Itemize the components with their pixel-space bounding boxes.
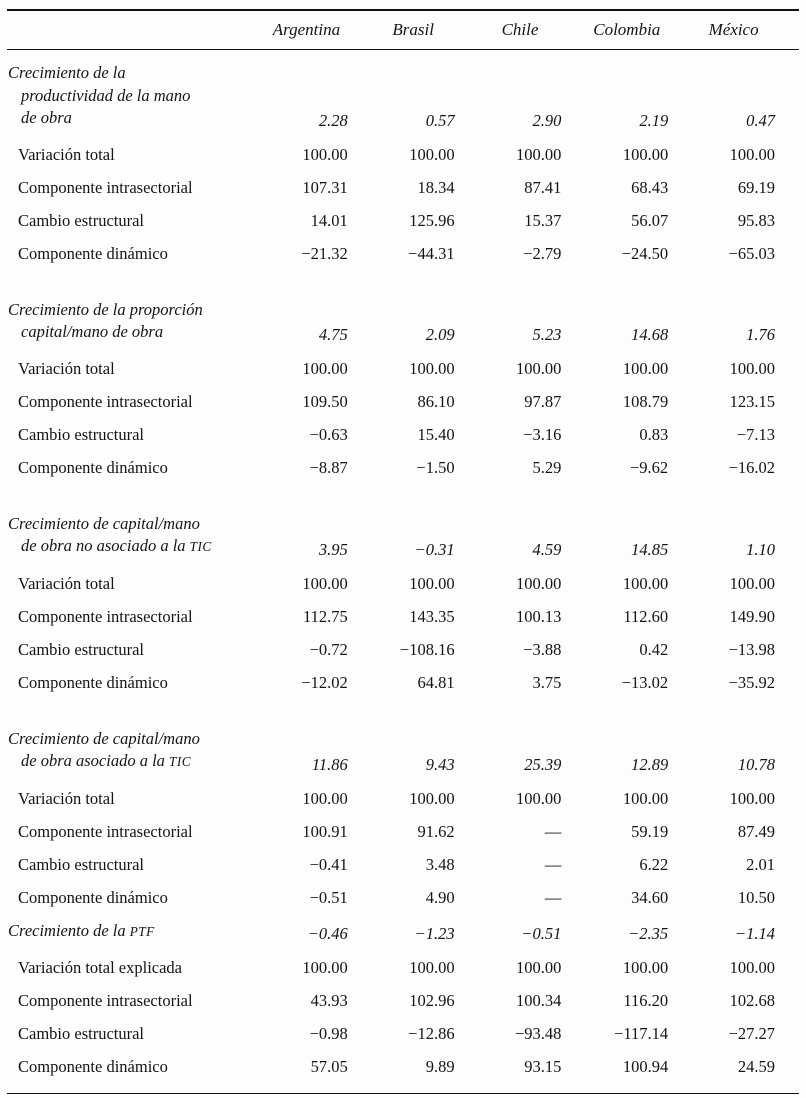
- section-title-line: Crecimiento de la PTF: [8, 920, 155, 940]
- row-label: Componente intrasectorial: [18, 991, 193, 1010]
- section-title: [7, 916, 265, 952]
- smallcaps-abbrev: PTF: [129, 923, 155, 939]
- row-label: Cambio estructural: [18, 639, 145, 659]
- table-row: [7, 451, 799, 484]
- row-label: Componente intrasectorial: [18, 606, 193, 626]
- value-cell: 100.00: [409, 958, 455, 977]
- table-row: [7, 815, 799, 848]
- value-cell: —: [544, 821, 562, 841]
- value-cell: 97.87: [524, 391, 562, 411]
- table-row: [7, 881, 799, 914]
- value-cell: 100.00: [622, 358, 669, 378]
- value-cell: 100.00: [409, 573, 455, 593]
- table-row: [7, 385, 799, 418]
- section-value-cell: 1.76: [746, 324, 775, 344]
- value-cell: −27.27: [728, 1024, 775, 1043]
- section-title-line: Crecimiento de la: [8, 63, 126, 82]
- value-cell: 100.00: [516, 788, 562, 808]
- value-cell: 100.00: [302, 958, 348, 977]
- value-cell: −9.62: [630, 457, 669, 477]
- value-cell: −0.51: [309, 887, 348, 907]
- value-cell: 14.01: [310, 210, 348, 230]
- value-cell: 15.40: [417, 424, 455, 444]
- value-cell: −35.92: [728, 672, 775, 692]
- value-cell: −0.72: [309, 639, 348, 659]
- value-cell: 68.43: [631, 177, 669, 197]
- value-cell: 100.34: [516, 991, 562, 1010]
- section-value-cell: 11.86: [311, 754, 348, 774]
- column-header: Argentina: [272, 20, 341, 39]
- value-cell: 100.00: [516, 358, 562, 378]
- value-cell: 100.00: [302, 144, 348, 164]
- section-title-line: Crecimiento de la proporción: [8, 299, 203, 319]
- value-cell: 0.83: [639, 424, 669, 444]
- value-cell: −3.16: [523, 424, 562, 444]
- section-title: [7, 509, 265, 567]
- value-cell: −13.02: [621, 672, 669, 692]
- value-cell: 4.90: [425, 887, 455, 907]
- row-label: Variación total: [18, 144, 115, 164]
- row-label: Componente dinámico: [18, 457, 168, 477]
- value-cell: 102.96: [409, 991, 455, 1010]
- table-row: [7, 352, 799, 385]
- value-cell: −16.02: [728, 457, 775, 477]
- section-value-cell: −1.14: [734, 924, 775, 943]
- table-row: [7, 204, 799, 237]
- section-title-line: capital/mano de obra: [21, 322, 164, 341]
- value-cell: −12.02: [301, 672, 348, 692]
- section-title: [7, 295, 265, 352]
- table-row: [7, 848, 799, 881]
- value-cell: —: [544, 854, 562, 874]
- row-label: Variación total: [18, 788, 115, 808]
- value-cell: 100.00: [729, 144, 775, 164]
- table-row: [7, 984, 799, 1017]
- value-cell: −93.48: [514, 1024, 562, 1043]
- value-cell: 59.19: [631, 821, 669, 841]
- value-cell: 112.75: [303, 606, 348, 626]
- row-label: Componente intrasectorial: [18, 821, 193, 841]
- section-value-cell: 3.95: [318, 539, 348, 559]
- table-bottom-rule: [7, 1093, 799, 1098]
- row-label: Variación total: [18, 573, 115, 593]
- section-header-row: [7, 58, 799, 138]
- table-row: [7, 633, 799, 666]
- value-cell: −12.86: [408, 1024, 455, 1043]
- table-row: [7, 171, 799, 204]
- value-cell: −0.63: [309, 424, 348, 444]
- value-cell: 3.48: [425, 854, 455, 874]
- value-cell: 100.00: [729, 788, 775, 808]
- section-title: [7, 724, 265, 782]
- section-value-cell: −0.46: [307, 924, 348, 943]
- value-cell: 5.29: [532, 457, 562, 477]
- value-cell: −117.14: [614, 1024, 669, 1043]
- table-row: [7, 600, 799, 633]
- section-header-row: [7, 295, 799, 352]
- table-section: [7, 295, 799, 484]
- section-header-row: [7, 916, 799, 952]
- value-cell: 100.91: [302, 821, 348, 841]
- value-cell: 125.96: [409, 210, 455, 230]
- section-value-cell: 2.09: [425, 324, 455, 344]
- row-label: Componente intrasectorial: [18, 177, 193, 197]
- value-cell: −24.50: [621, 243, 669, 263]
- value-cell: 100.00: [622, 573, 669, 593]
- value-cell: −2.79: [523, 243, 562, 263]
- row-label: Componente dinámico: [18, 243, 168, 263]
- value-cell: 100.00: [302, 573, 348, 593]
- value-cell: 87.49: [737, 821, 775, 841]
- table-row: [7, 666, 799, 699]
- table-row: [7, 1017, 799, 1050]
- value-cell: 100.00: [302, 788, 348, 808]
- value-cell: 100.00: [516, 144, 562, 164]
- table-section: [7, 724, 799, 914]
- value-cell: −1.50: [416, 457, 455, 477]
- value-cell: −44.31: [408, 243, 455, 263]
- value-cell: −13.98: [728, 639, 775, 659]
- section-value-cell: −0.31: [414, 539, 455, 559]
- value-cell: 91.62: [417, 821, 455, 841]
- value-cell: 100.13: [516, 606, 562, 626]
- value-cell: 123.15: [729, 391, 775, 411]
- value-cell: −108.16: [399, 639, 455, 659]
- row-label: Componente dinámico: [18, 1057, 168, 1076]
- section-value-cell: 10.78: [737, 754, 775, 774]
- value-cell: 95.83: [737, 210, 775, 230]
- section-value-cell: −0.51: [521, 924, 562, 943]
- value-cell: 100.00: [622, 144, 669, 164]
- table-body: [7, 50, 799, 1083]
- value-cell: 2.01: [746, 854, 775, 874]
- row-label: Cambio estructural: [18, 854, 145, 874]
- smallcaps-abbrev: TIC: [169, 754, 192, 769]
- value-cell: 100.00: [729, 358, 775, 378]
- section-value-cell: 14.85: [631, 539, 669, 559]
- value-cell: 100.00: [729, 573, 775, 593]
- row-label: Componente dinámico: [18, 672, 168, 692]
- section-value-cell: 12.89: [631, 754, 669, 774]
- section-title: [7, 58, 265, 138]
- column-header: México: [708, 20, 759, 39]
- value-cell: 86.10: [417, 391, 455, 411]
- value-cell: 9.89: [425, 1057, 455, 1076]
- row-label: Componente dinámico: [18, 887, 168, 907]
- value-cell: 109.50: [302, 391, 348, 411]
- value-cell: 87.41: [524, 177, 562, 197]
- value-cell: 100.00: [409, 144, 455, 164]
- value-cell: 100.94: [622, 1057, 669, 1076]
- value-cell: 10.50: [737, 887, 775, 907]
- section-value-cell: 2.28: [318, 110, 348, 130]
- section-value-cell: −1.23: [414, 924, 455, 943]
- value-cell: 112.60: [623, 606, 669, 626]
- section-value-cell: 4.75: [318, 324, 348, 344]
- section-value-cell: −2.35: [628, 924, 669, 943]
- section-value-cell: 14.68: [631, 324, 669, 344]
- value-cell: 116.20: [623, 991, 669, 1010]
- section-title-line: de obra no asociado a la TIC: [21, 536, 212, 555]
- table-row: [7, 951, 799, 984]
- table-section: [7, 916, 799, 1084]
- table-row: [7, 567, 799, 600]
- value-cell: 100.00: [516, 573, 562, 593]
- table-row: [7, 1050, 799, 1083]
- row-label: Componente intrasectorial: [18, 391, 193, 411]
- value-cell: −0.41: [309, 854, 348, 874]
- row-label: Cambio estructural: [18, 424, 145, 444]
- value-cell: 100.00: [409, 788, 455, 808]
- value-cell: −7.13: [736, 424, 775, 444]
- value-cell: 0.42: [639, 639, 669, 659]
- value-cell: 108.79: [622, 391, 669, 411]
- value-cell: 100.00: [302, 358, 348, 378]
- row-label: Variación total explicada: [18, 958, 183, 977]
- section-value-cell: 0.57: [425, 110, 455, 130]
- value-cell: 100.00: [622, 958, 669, 977]
- table-row: [7, 138, 799, 171]
- value-cell: 56.07: [631, 210, 669, 230]
- section-value-cell: 1.10: [746, 539, 775, 559]
- column-header: Colombia: [593, 20, 661, 39]
- row-label: Cambio estructural: [18, 1024, 145, 1043]
- value-cell: 43.93: [310, 991, 348, 1010]
- value-cell: 69.19: [737, 177, 775, 197]
- section-title-line: de obra asociado a la TIC: [21, 751, 192, 770]
- section-title-line: de obra: [21, 108, 72, 127]
- table-section: [7, 58, 799, 270]
- value-cell: 24.59: [737, 1057, 775, 1076]
- value-cell: 3.75: [532, 672, 562, 692]
- value-cell: −0.98: [309, 1024, 348, 1043]
- value-cell: 64.81: [417, 672, 455, 692]
- value-cell: 100.00: [516, 958, 562, 977]
- section-value-cell: 2.90: [532, 110, 562, 130]
- value-cell: −8.87: [309, 457, 348, 477]
- value-cell: 6.22: [639, 854, 669, 874]
- section-value-cell: 0.47: [746, 110, 775, 130]
- table-header-row: [7, 11, 799, 50]
- value-cell: 15.37: [524, 210, 562, 230]
- table-row: [7, 418, 799, 451]
- value-cell: 100.00: [622, 788, 669, 808]
- column-header: Brasil: [392, 20, 434, 39]
- value-cell: 149.90: [729, 606, 775, 626]
- section-value-cell: 2.19: [639, 110, 669, 130]
- value-cell: 100.00: [729, 958, 775, 977]
- value-cell: 107.31: [302, 177, 348, 197]
- value-cell: 57.05: [310, 1057, 348, 1076]
- section-value-cell: 25.39: [524, 754, 562, 774]
- column-header: Chile: [501, 20, 539, 39]
- table-row: [7, 237, 799, 270]
- value-cell: 102.68: [729, 991, 775, 1010]
- section-title-line: productividad de la mano: [21, 85, 191, 105]
- section-value-cell: 5.23: [532, 324, 562, 344]
- value-cell: 100.00: [409, 358, 455, 378]
- value-cell: −65.03: [728, 243, 775, 263]
- section-title-line: Crecimiento de capital/mano: [8, 513, 200, 533]
- value-cell: −3.88: [523, 639, 562, 659]
- row-label: Cambio estructural: [18, 210, 145, 230]
- section-header-row: [7, 509, 799, 567]
- table-row: [7, 782, 799, 815]
- value-cell: −21.32: [301, 243, 348, 263]
- smallcaps-abbrev: TIC: [189, 539, 212, 554]
- section-title-line: Crecimiento de capital/mano: [8, 728, 200, 748]
- value-cell: 18.34: [417, 177, 455, 197]
- table-section: [7, 509, 799, 699]
- section-value-cell: 9.43: [425, 754, 455, 774]
- value-cell: —: [544, 887, 562, 907]
- section-header-row: [7, 724, 799, 782]
- value-cell: 34.60: [631, 887, 669, 907]
- value-cell: 93.15: [524, 1057, 562, 1076]
- value-cell: 143.35: [409, 606, 455, 626]
- row-label: Variación total: [18, 358, 115, 378]
- section-value-cell: 4.59: [532, 539, 562, 559]
